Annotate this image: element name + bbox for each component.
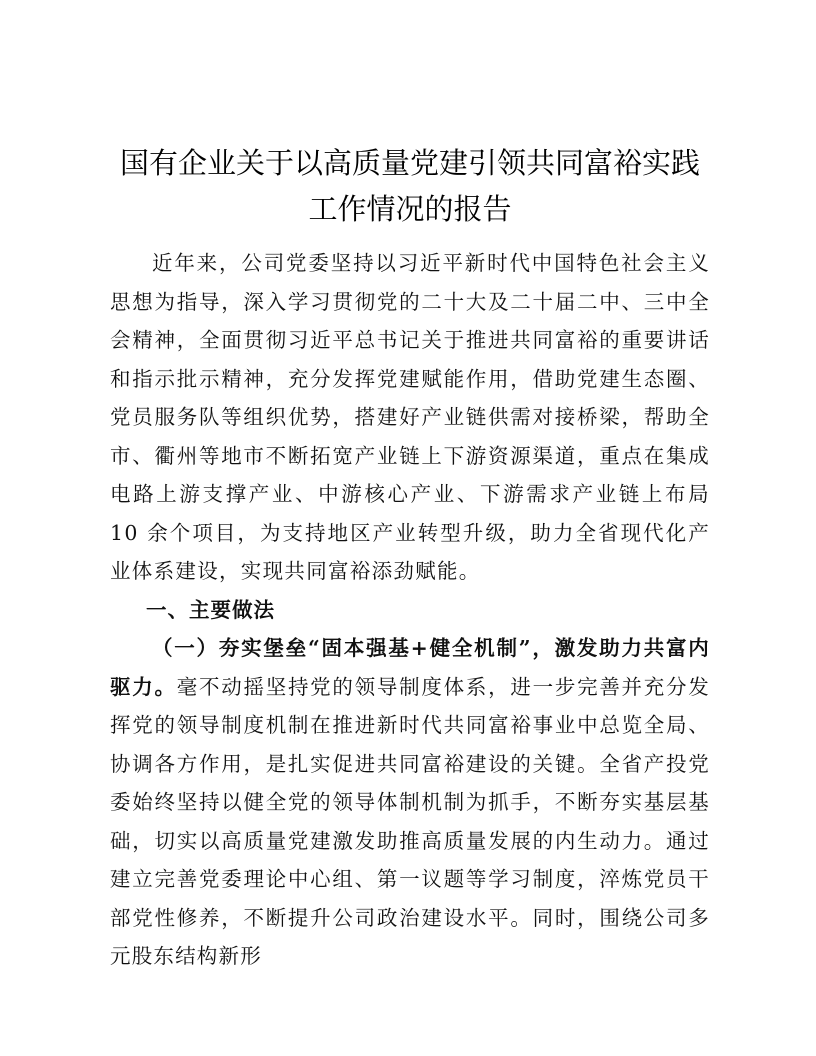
subsection-body: 毫不动摇坚持党的领导制度体系，进一步完善并充分发挥党的领导制度机制在推进新时代共同富裕事业中总览全局、协调各方作用，是扎实促进共同富裕建设的关键。全省产投党委始终坚持以健全党的领导体制机制为抓手，不断夯实基层基础，切实以高质量党建激发助推高质量发展的内生动力。通过建立完善党委理论中心组、第一议题等学习制度，淬炼党员干部党性修养，不断提升公司政治建设水平。同时，围绕公司多元股东结构新形: [110, 674, 710, 968]
title-line-1: 国有企业关于以高质量党建引领共同富裕实践: [119, 146, 700, 180]
document-page: [110, 140, 710, 976]
intro-paragraph: 近年来，公司党委坚持以习近平新时代中国特色社会主义思想为指导，深入学习贯彻党的二十大及二十届二中、三中全会精神，全面贯彻习近平总书记关于推进共同富裕的重要讲话和指示批示精神，充分发挥党建赋能作用，借助党建生态圈、党员服务队等组织优势，搭建好产业链供需对接桥梁，帮助全市、衢州等地市不断拓宽产业链上下游资源渠道，重点在集成电路上游支撑产业、中游核心产业、下游需求产业链上布局 10 余个项目，为支持地区产业转型升级，助力全省现代化产业体系建设，实现共同富裕添劲赋能。: [110, 251, 710, 583]
section-heading: 一、主要做法: [146, 597, 275, 622]
subsection-paragraph: [110, 629, 710, 976]
subsection-heading: （一）夯实堡垒“固本强基+健全机制”，激发助力共富内驱力。: [110, 636, 710, 699]
document-title: [110, 140, 710, 232]
title-line-2: 工作情况的报告: [308, 192, 512, 226]
